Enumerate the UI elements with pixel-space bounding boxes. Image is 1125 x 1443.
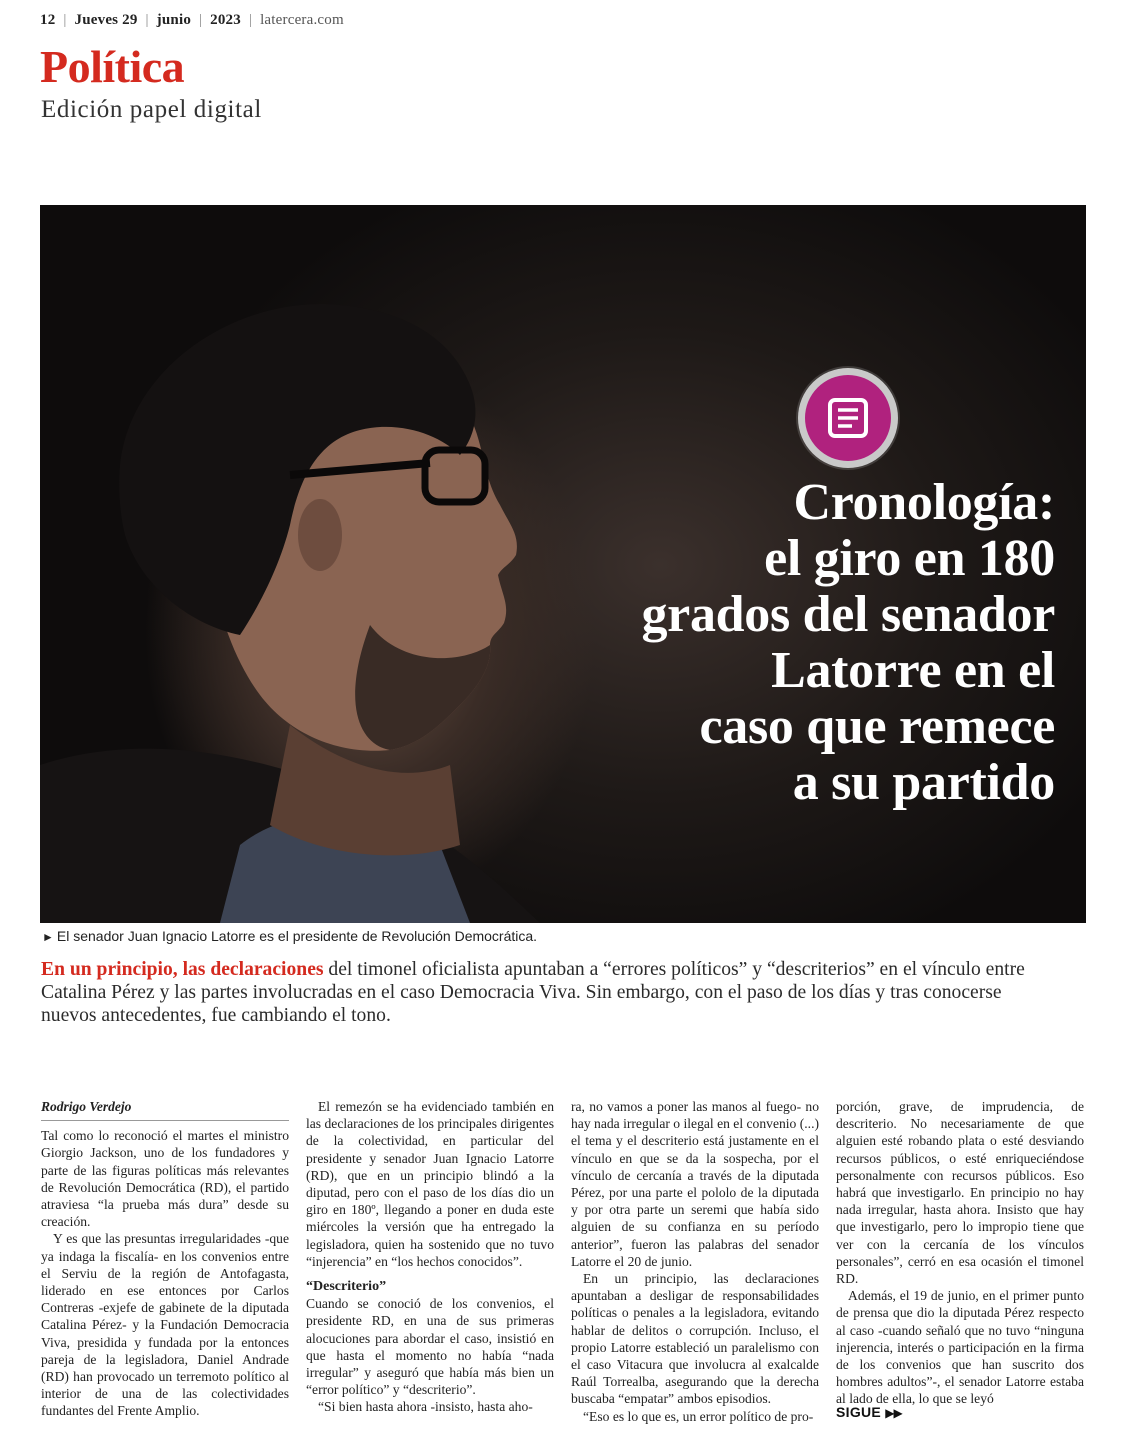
article-column-1 — [41, 1098, 289, 1420]
caption-arrow-icon: ► — [42, 930, 54, 944]
headline-line: grados del senador — [641, 586, 1055, 643]
body-paragraph: Tal como lo reconoció el martes el ministro Giorgio Jackson, uno de los fundadores y parte de las figuras políticas más relevantes de Revolución Democrática (RD), el partido atraviesa “la prueba más dura” desde su creación. — [41, 1128, 289, 1230]
date-day: Jueves 29 — [74, 12, 138, 28]
article-type-badge[interactable] — [798, 368, 898, 468]
lead-highlight: En un principio, las declaraciones — [41, 959, 324, 980]
headline-line: a su partido — [792, 754, 1055, 811]
continue-link[interactable] — [836, 1404, 902, 1420]
headline-line: el giro en 180 — [764, 530, 1055, 587]
date-month: junio — [156, 12, 192, 28]
body-paragraph: porción, grave, de imprudencia, de descriterio. No necesariamente de que alguien esté robando plata o esté desviando recursos públicos, o esté enriqueciéndose personalmente con recursos públicos. Eso habrá que investigarlo. En principio no hay nada irregular, hasta ahora. Insisto que hay que investigarlo, pero lo impropio tiene que ver con la cercanía de los vínculos personales”, cerró en esa ocasión el timonel RD. — [836, 1099, 1084, 1287]
headline-line: Latorre en el — [771, 642, 1055, 699]
article-column-3 — [571, 1098, 819, 1425]
continue-label: SIGUE — [836, 1404, 882, 1420]
body-paragraph: En un principio, las declaraciones apuntaban a desligar de responsabilidades políticas o penales a la legisladora, evitando hablar de delitos o corrupción. Incluso, el propio Latorre estableció un paralelismo con el caso Vitacura que involucra al exalcalde Raúl Torrealba, asegurando que la derecha buscaba “empatar” ambos episodios. — [571, 1271, 819, 1407]
hero-photo — [40, 205, 1086, 923]
subheading: “Descriterio” — [306, 1279, 387, 1295]
headline-line: caso que remece — [699, 698, 1055, 755]
badge-inner — [805, 375, 891, 461]
body-paragraph: Y es que las presuntas irregularidades -que ya indaga la fiscalía- en los convenios entre el Serviu de la región de Antofagasta, liderado en ese entonces por Carlos Contreras -exjefe de gabinete de la diputada Catalina Pérez- y la Fundación Democracia Viva, presidida y fundada por la entonces pareja de la legisladora, Daniel Andrade (RD) han provocado un terremoto político al interior de una de las colectividades fundantes del Frente Amplio. — [41, 1231, 289, 1419]
separator: | — [248, 12, 253, 28]
page-header — [40, 12, 344, 29]
double-arrow-icon: ▶▶ — [885, 1406, 902, 1420]
section-subtitle: Edición papel digital — [41, 96, 262, 123]
separator: | — [145, 12, 149, 28]
photo-caption — [42, 928, 537, 944]
date-year: 2023 — [210, 12, 241, 28]
body-paragraph: ra, no vamos a poner las manos al fuego- no hay nada irregular o ilegal en el convenio (...) el tema y el descriterio está justamente en el vínculo en que se da la sospecha, por el vínculo de cercanía a través de la diputada Pérez, por una parte el pololo de la diputada y por otra parte un seremi que había sido alguien de su confianza en su período anterior”, fueron las palabras del senador Latorre el 20 de junio. — [571, 1099, 819, 1269]
article-column-2 — [306, 1098, 554, 1416]
page-number: 12 — [40, 12, 56, 28]
separator: | — [63, 12, 67, 28]
body-paragraph: “Eso es lo que es, un error político de pro- — [583, 1408, 814, 1424]
body-paragraph: “Si bien hasta ahora -insisto, hasta aho- — [318, 1399, 533, 1415]
headline — [535, 475, 1055, 811]
body-paragraph: Además, el 19 de junio, en el primer punto de prensa que dio la diputada Pérez respecto al caso -cuando señaló que no tuvo “ninguna injerencia, interés o participación en la firma de los convenios que han suscrito dos hombres adultos”-, el senador Latorre estaba al lado de ella, lo que se leyó — [836, 1288, 1084, 1407]
byline: Rodrigo Verdejo — [41, 1098, 289, 1121]
document-lines-icon — [825, 395, 871, 441]
body-paragraph: El remezón se ha evidenciado también en las declaraciones de los principales dirigentes de la colectividad, en particular del presidente y senador Juan Ignacio Latorre (RD), que en un principio blindó a la diputad, pero con el paso de los días dio un giro en 180º, llegando a poner en duda este miércoles la versión que ha entregado la legisladora, quien ha sostenido que no tuvo “injerencia” en “los hechos conocidos”. — [306, 1099, 554, 1269]
separator: | — [198, 12, 203, 28]
caption-text: El senador Juan Ignacio Latorre es el presidente de Revolución Democrática. — [56, 928, 538, 944]
headline-line: Cronología: — [793, 474, 1055, 531]
body-paragraph: Cuando se conoció de los convenios, el presidente RD, en una de sus primeras alocuciones para abordar el caso, insistió en que hasta el momento no había “nada irregular” y aseguró que había más bien un “error político” y “descriterio”. — [306, 1296, 554, 1398]
section-title: Política — [40, 41, 185, 92]
lead-text: del timonel oficialista apuntaban a “errores políticos” y “descriterios” en el vínculo entre Catalina Pérez y las partes involucradas en el caso Democracia Viva. Sin embargo, con el paso de los días y tras conocerse nuevos antecedentes, fue cambiando el tono. — [41, 959, 1025, 1026]
site-link[interactable]: latercera.com — [260, 12, 344, 28]
article-column-4 — [836, 1098, 1084, 1408]
lead-paragraph — [41, 958, 1041, 1027]
